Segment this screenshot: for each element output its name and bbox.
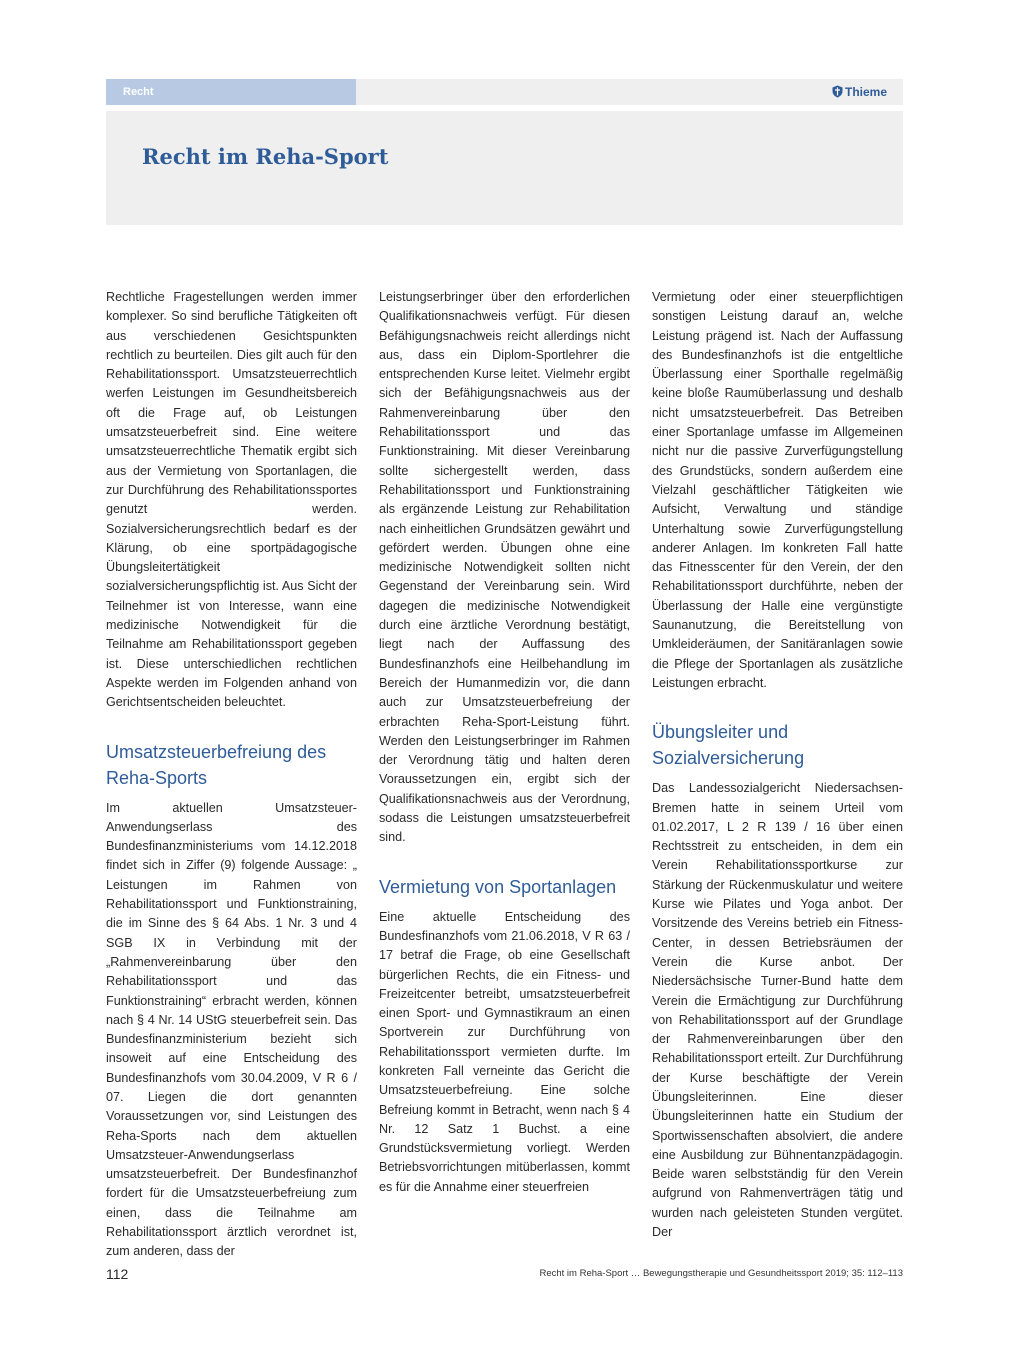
publisher-name: Thieme xyxy=(844,85,887,99)
section-heading: Umsatzsteuerbefreiung des Reha-Sports xyxy=(106,741,327,788)
page-number: 112 xyxy=(106,1266,129,1282)
section-heading: Übungsleiter und Sozialversicherung xyxy=(652,722,805,769)
text-column-3 xyxy=(652,288,903,1242)
paragraph: Vermietung oder einer steuerpflichtigen sonstigen Leistung darauf an, welche Leistung prägend ist. Nach der Auffassung des Bundesfinanzhofs ist die entgeltliche Überlassung einer Sporthalle regelmäßig keine bloße Raumüberlassung und deshalb nicht umsatzsteuerbefreit. Das Betreiben einer Sportanlage umfasse im Allgemeinen nicht nur die passive Zurverfügungstellung des Grundstücks, sondern außerdem eine Vielzahl geschäftlicher Tätigkeiten wie Aufsicht, Verwaltung und ständige Unterhaltung sowie Zurverfügungstellung anderer Anlagen. Im konkreten Fall hatte das Fitnesscenter für den Verein, der den Rehabilitationssport durchführte, neben der Überlassung der Halle eine vergünstigte Saunanutzung, die Bereitstellung von Umkleideräumen, der Sanitäranlagen sowie die Pflege der Sportanlagen als zusätzliche Leistungen erbracht. xyxy=(652,290,903,690)
footer-citation: Recht im Reha-Sport … Bewegungstherapie und Gesundheitssport 2019; 35: 112–113 xyxy=(539,1268,903,1279)
text-column-2 xyxy=(379,288,630,1197)
paragraph: Leistungserbringer über den erforderlichen Qualifikationsnachweis verfügt. Für diesen Befähigungsnachweis reicht allerdings nicht aus, dass ein Diplom-Sportlehrer die entsprechenden Kurse leitet. Vielmehr ergibt sich der Befähigungsnachweis aus der Rahmenvereinbarung über den Rehabilitationssport und das Funktionstraining. Mit dieser Vereinbarung sollte sichergestellt werden, dass Rehabilitationssport und Funktionstraining als ergänzende Leistung zur Rehabilitation nach einheitlichen Grundsätzen gewährt und gefördert werden. Übungen ohne eine medizinische Notwendigkeit sollten nicht Gegenstand der Vereinbarung sein. Wird dagegen die medizinische Notwendigkeit durch eine ärztliche Verordnung bestätigt, liegt nach der Auffassung des Bundesfinanzhofs eine Heilbehandlung im Bereich der Humanmedizin vor, die dann auch zur Umsatzsteuerbefreiung der erbrachten Reha-Sport-Leistung führt. Werden den Leistungserbringer im Rahmen der Verordnung tätig und halten deren Voraussetzungen ein, ergibt sich der Qualifikationsnachweis aus der Verordnung, sodass die Leistungen umsatzsteuerbefreit sind. xyxy=(379,290,630,845)
title-panel xyxy=(106,111,903,225)
paragraph: Das Landessozialgericht Niedersachsen-Bremen hatte in seinem Urteil vom 01.02.2017, L 2 R 139 / 16 über einen Rechtsstreit zu entscheiden, in dem ein Verein Rehabilitationssportkurse zur Stärkung der Rückenmuskulatur und weitere Kurse wie Pilates und Yoga anbot. Der Vorsitzende des Vereins betrieb ein Fitness-Center, in dessen Betriebsräumen der Verein die Kurse anbot. Der Niedersächsische Turner-Bund hatte dem Verein die Ermächtigung zur Durchführung von Rehabilitationssport auf der Grundlage der Rahmenvereinbarungen über den Rehabilitationssport erteilt. Zur Durchführung der Kurse beschäftigte der Verein Übungsleiterinnen. Eine dieser Übungsleiterinnen hatte ein Studium der Sportwissenschaften absolviert, die andere eine Ausbildung zur Bühnentanzpädagogin. Beide waren selbstständig für den Verein aufgrund von Rahmenverträgen tätig und wurden nach geleisteten Stunden vergütet. Der xyxy=(652,781,903,1240)
article-title: Recht im Reha-Sport xyxy=(142,144,389,169)
thieme-emblem-icon xyxy=(832,85,843,98)
paragraph: Eine aktuelle Entscheidung des Bundesfinanzhofs vom 21.06.2018, V R 63 / 17 betraf die Frage, ob eine Gesellschaft bürgerlichen Rechts, die ein Fitness- und Freizeitcenter betreibt, umsatzsteuerbefreit einen Sport- und Gymnastikraum an einen Sportverein zur Durchführung von Rehabilitationssport vermieten durfte. Im konkreten Fall verneinte das Gericht die Umsatzsteuerbefreiung. Eine solche Befreiung kommt in Betracht, wenn nach § 4 Nr. 12 Satz 1 Buchst. a eine Grundstücksvermietung vorliegt. Werden Betriebsvorrichtungen mitüberlassen, kommt es für die Annahme einer steuerfreien xyxy=(379,909,630,1194)
paragraph: Rechtliche Fragestellungen werden immer komplexer. So sind berufliche Tätigkeiten oft aus verschiedenen Gesichtspunkten rechtlich zu beurteilen. Dies gilt auch für den Rehabilitationssport. Umsatzsteuerrechtlich werfen Leistungen im Gesundheitsbereich oft die Frage auf, ob Leistungen umsatzsteuerbefreit sind. Eine weitere umsatzsteuerrechtliche Thematik ergibt sich aus der Vermietung von Sportanlagen, die zur Durchführung des Rehabilitationssportes genutzt werden. Sozialversicherungsrechtlich bedarf es der Klärung, ob eine sportpädagogische Übungsleitertätigkeit sozialversicherungspflichtig ist. Aus Sicht der Teilnehmer ist von Interesse, wann eine medizinische Notwendigkeit für die Teilnahme am Rehabilitationssport gegeben ist. Diese unterschiedlichen rechtlichen Aspekte werden im Folgenden anhand von Gerichtsentscheiden beleuchtet. xyxy=(106,290,357,710)
section-heading: Vermietung von Sportanlagen xyxy=(379,876,617,897)
section-label: Recht xyxy=(106,79,356,105)
publisher-logo xyxy=(832,79,887,105)
text-column-1 xyxy=(106,288,357,1262)
running-header xyxy=(106,79,903,105)
paragraph: Im aktuellen Umsatzsteuer-Anwendungserlass des Bundesfinanzministeriums vom 14.12.2018 findet sich in Ziffer (9) folgende Aussage: „ Leistungen im Rahmen von Rehabilitationssport und Funktionstraining, die im Sinne des § 64 Abs. 1 Nr. 3 und 4 SGB IX in Verbindung mit der „Rahmenvereinbarung über den Rehabilitationssport und das Funktionstraining“ erbracht werden, können nach § 4 Nr. 14 UStG steuerbefreit sein. Das Bundesfinanzministerium bezieht sich insoweit auf eine Entscheidung des Bundesfinanzhofs vom 30.04.2009, V R 6 / 07. Liegen die dort genannten Voraussetzungen vor, sind Leistungen des Reha-Sports nach dem aktuellen Umsatzsteuer-Anwendungserlass umsatzsteuerbefreit. Der Bundesfinanzhof fordert für die Umsatzsteuerbefreiung zum einen, dass die Teilnahme am Rehabilitationssport ärztlich verordnet ist, zum anderen, dass der xyxy=(106,800,357,1259)
